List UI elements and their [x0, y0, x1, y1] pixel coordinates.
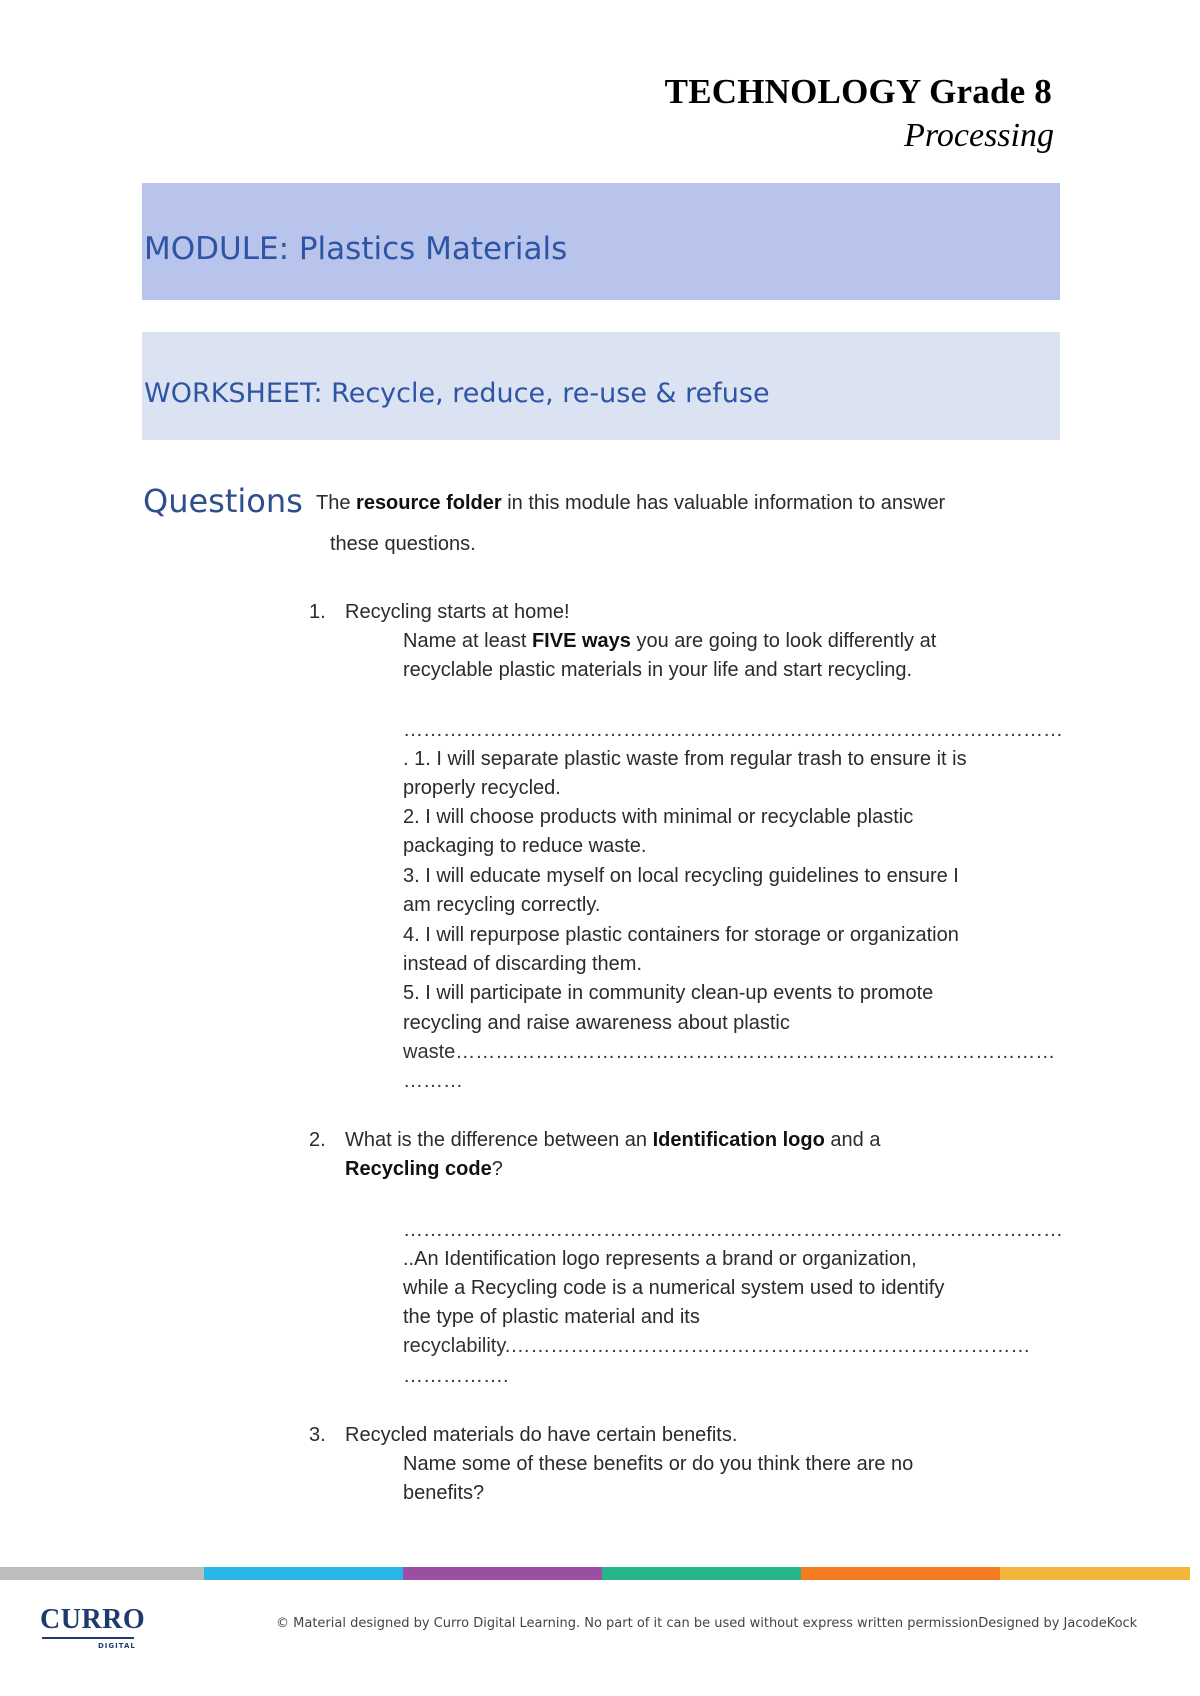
questions-heading: Questions	[143, 482, 303, 520]
q1-prompt-before: Name at least	[403, 630, 527, 652]
q1-prompt-after: you are going to look differently at	[636, 630, 937, 652]
q1-answer-line: packaging to reduce waste.	[403, 835, 647, 857]
q1-answer-line: properly recycled.	[403, 777, 561, 799]
q2-answer-line: while a Recycling code is a numerical system used to identify	[403, 1277, 945, 1299]
document-title: TECHNOLOGY Grade 8	[664, 72, 1052, 111]
q2-bold1: Identification logo	[652, 1129, 825, 1151]
intro-text-after: in this module has valuable information to answer	[507, 492, 946, 514]
curro-logo: CURRO	[40, 1604, 146, 1635]
q2-question-line2	[345, 1157, 503, 1181]
footer-stripe-segment	[1000, 1567, 1190, 1580]
logo-underline	[42, 1637, 134, 1639]
module-band	[142, 183, 1060, 300]
q3-number: 3.	[309, 1424, 326, 1446]
questions-intro-line2: these questions.	[330, 533, 476, 555]
q2-text-after: ?	[491, 1158, 503, 1180]
q1-answer-line: . 1. I will separate plastic waste from regular trash to ensure it is	[403, 748, 967, 770]
footer-stripe-segment	[204, 1567, 403, 1580]
q1-prompt	[403, 629, 936, 653]
q1-prompt-bold: FIVE ways	[531, 630, 631, 652]
q1-answer-line: 2. I will choose products with minimal or recyclable plastic	[403, 806, 914, 828]
q1-answer-line: 4. I will repurpose plastic containers for storage or organization	[403, 924, 959, 946]
q2-answer-line: the type of plastic material and its	[403, 1306, 700, 1328]
q1-prompt-line2: recyclable plastic materials in your life and start recycling.	[403, 659, 913, 681]
q2-text-mid: and a	[830, 1129, 881, 1151]
q1-answer-line: waste………………………………………………………………………………	[403, 1041, 1056, 1063]
q2-number: 2.	[309, 1129, 326, 1151]
q3-prompt-line1: Name some of these benefits or do you think there are no	[403, 1453, 914, 1475]
q2-answer-dots: ………………………………………………………………………………………	[403, 1219, 1063, 1241]
module-label: MODULE: Plastics Materials	[144, 231, 568, 267]
q2-answer-line: …………….	[403, 1365, 509, 1387]
q2-question	[345, 1128, 880, 1152]
q1-answer-line: instead of discarding them.	[403, 953, 643, 975]
q1-title: Recycling starts at home!	[345, 601, 570, 623]
footer-stripe-segment	[403, 1567, 602, 1580]
q3-prompt-line2: benefits?	[403, 1482, 485, 1504]
q3-title: Recycled materials do have certain benefits.	[345, 1424, 738, 1446]
q2-bold2: Recycling code	[345, 1158, 492, 1180]
questions-intro	[316, 492, 945, 515]
q1-answer-line: 3. I will educate myself on local recycling guidelines to ensure I	[403, 865, 959, 887]
footer-copyright: © Material designed by Curro Digital Learning. No part of it can be used without express written permissionDesigned by JacodeKock	[276, 1616, 1138, 1631]
q2-answer-line: ..An Identification logo represents a brand or organization,	[403, 1248, 917, 1270]
worksheet-band	[142, 332, 1060, 440]
footer-stripe-segment	[801, 1567, 1000, 1580]
curro-logo-sub: DIGITAL	[98, 1642, 136, 1650]
q2-answer-line: recyclability.……………………………………………………………………	[403, 1335, 1031, 1357]
intro-bold: resource folder	[356, 492, 502, 514]
intro-text-before: The	[316, 492, 351, 514]
footer-stripe-segment	[602, 1567, 801, 1580]
q1-answer-line: 5. I will participate in community clean-up events to promote	[403, 982, 934, 1004]
q1-number: 1.	[309, 601, 326, 623]
q1-answer-line: ………	[403, 1070, 463, 1092]
q1-answer-line: recycling and raise awareness about plastic	[403, 1012, 790, 1034]
document-subtitle: Processing	[904, 117, 1054, 154]
worksheet-label: WORKSHEET: Recycle, reduce, re-use & refuse	[144, 378, 770, 409]
q1-answer-line: am recycling correctly.	[403, 894, 601, 916]
q1-answer-dots: ………………………………………………………………………………………	[403, 719, 1063, 741]
footer-stripe-segment	[0, 1567, 204, 1580]
q2-text-before: What is the difference between an	[345, 1129, 648, 1151]
